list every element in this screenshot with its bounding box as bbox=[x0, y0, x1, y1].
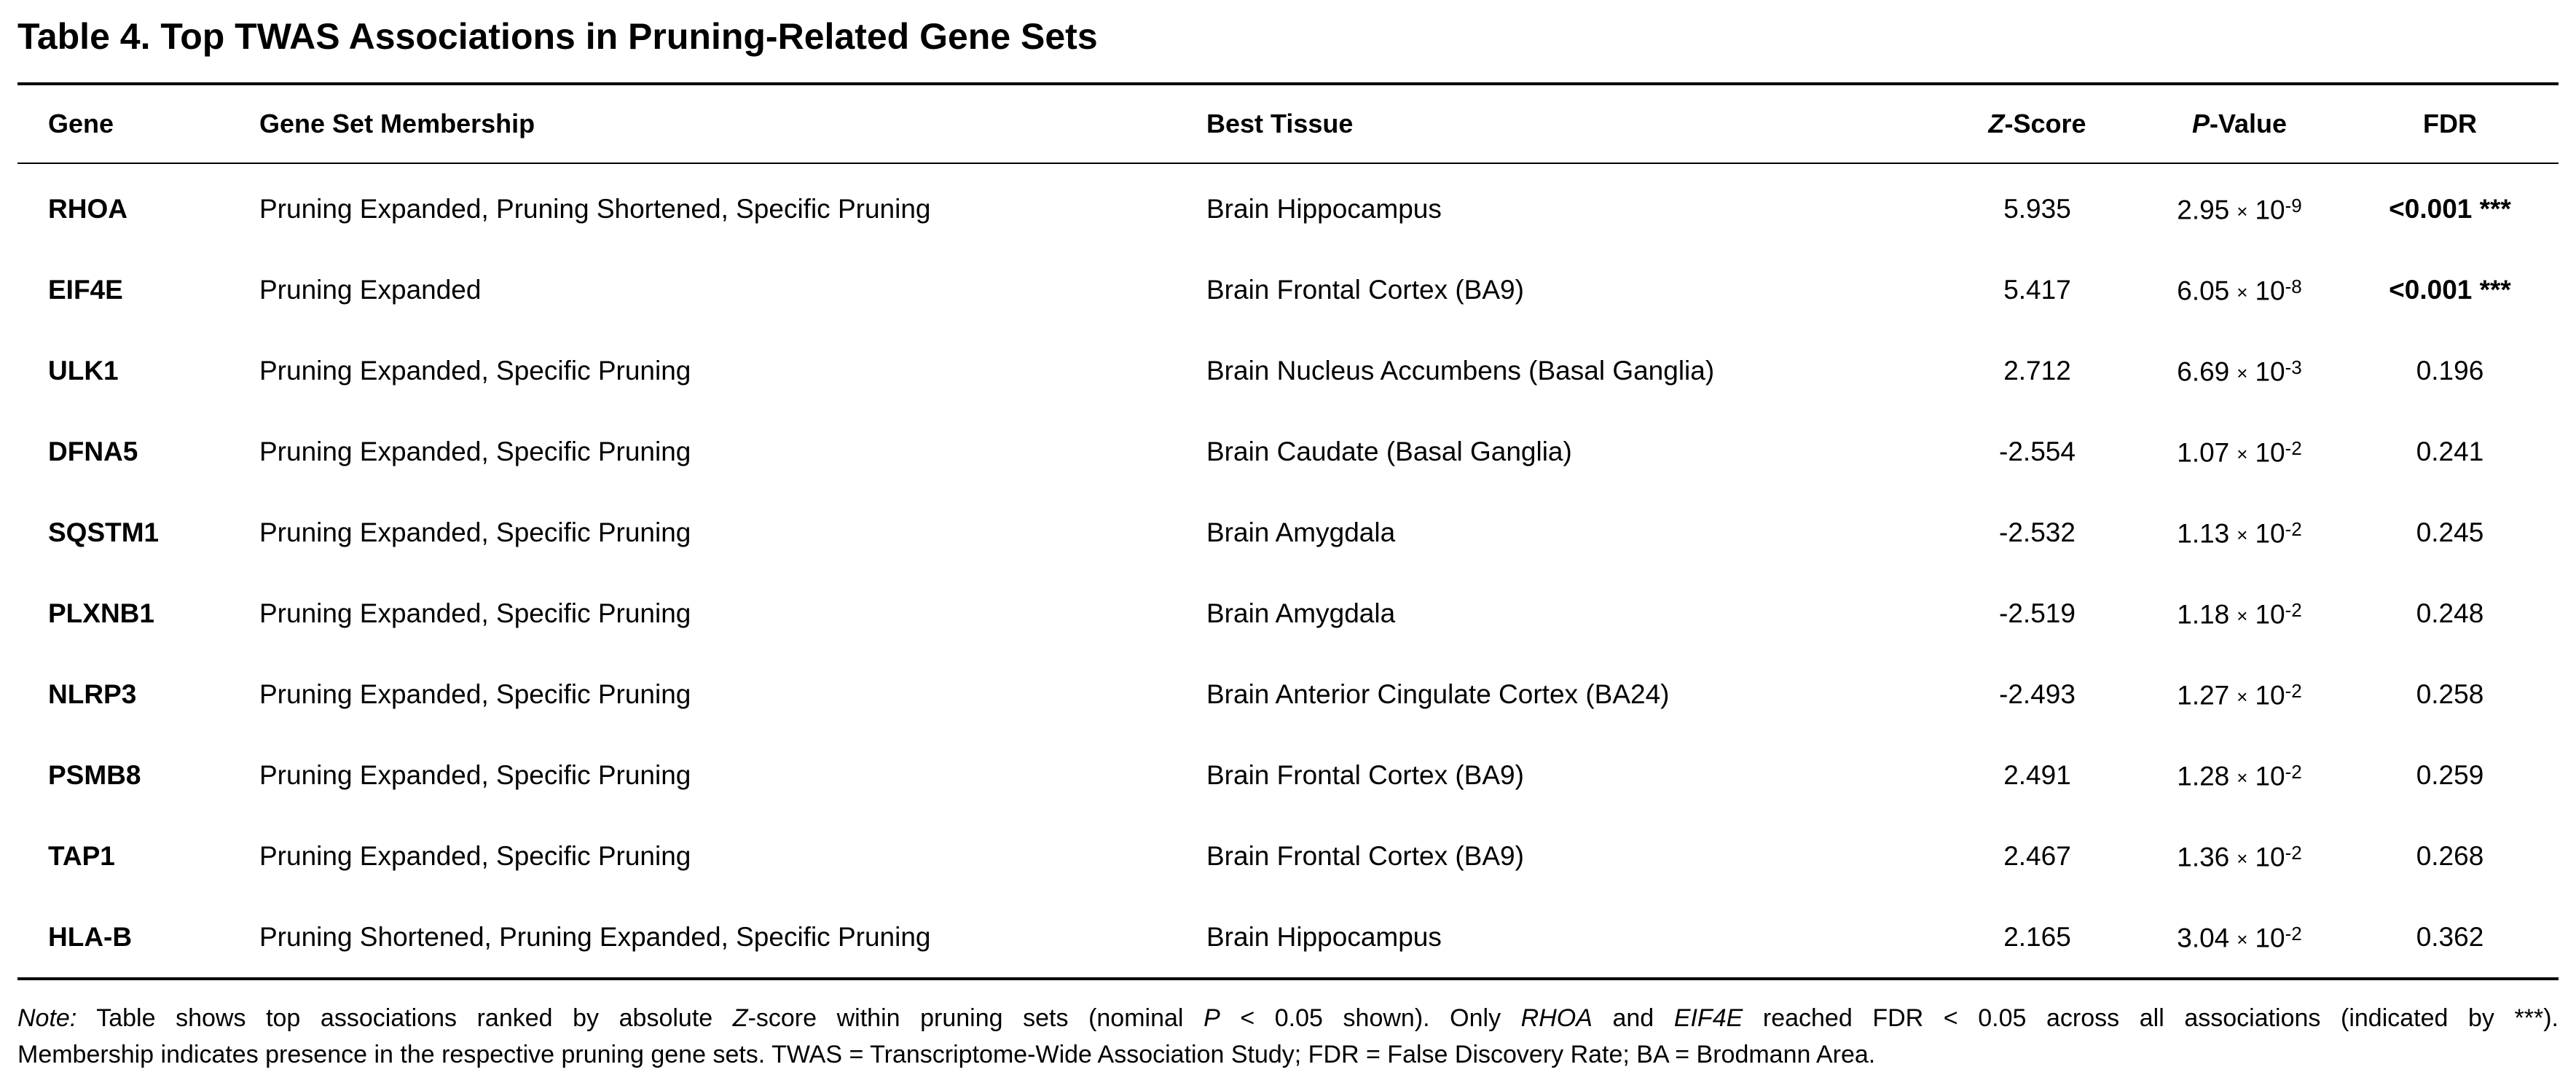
cell-tissue: Brain Hippocampus bbox=[1206, 921, 1442, 952]
p-base: 10 bbox=[2255, 599, 2285, 630]
header-z-italic: Z bbox=[1988, 109, 2005, 138]
note-part-1: Table shows top associations ranked by absolute bbox=[76, 1004, 733, 1032]
cell-gene-set: Pruning Expanded, Specific Pruning bbox=[259, 436, 691, 466]
p-base: 10 bbox=[2255, 923, 2285, 953]
p-exponent: -3 bbox=[2285, 356, 2302, 379]
p-exponent: -2 bbox=[2285, 761, 2302, 783]
cell-fdr: <0.001 *** bbox=[2389, 274, 2511, 305]
cell-p-value bbox=[2137, 896, 2341, 979]
cell-tissue: Brain Hippocampus bbox=[1206, 193, 1442, 224]
cell-fdr: 0.258 bbox=[2416, 679, 2484, 709]
table-note bbox=[17, 1000, 2559, 1073]
p-exponent: -8 bbox=[2285, 275, 2302, 298]
times-symbol: × bbox=[2237, 281, 2248, 303]
header-fdr: FDR bbox=[2423, 109, 2477, 138]
p-mantissa: 6.69 bbox=[2177, 356, 2230, 387]
note-part-2: -score within pruning sets (nominal bbox=[747, 1004, 1204, 1032]
note-p-italic: P bbox=[1203, 1004, 1220, 1032]
cell-z-score: 5.935 bbox=[2003, 193, 2071, 224]
p-exponent: -2 bbox=[2285, 680, 2302, 703]
twas-table bbox=[17, 82, 2559, 980]
cell-tissue: Brain Amygdala bbox=[1206, 598, 1396, 628]
cell-tissue: Brain Nucleus Accumbens (Basal Ganglia) bbox=[1206, 355, 1715, 386]
times-symbol: × bbox=[2237, 928, 2248, 950]
cell-z-score: 2.165 bbox=[2003, 921, 2071, 952]
cell-tissue: Brain Amygdala bbox=[1206, 517, 1396, 547]
cell-tissue: Brain Frontal Cortex (BA9) bbox=[1206, 274, 1524, 305]
cell-gene: SQSTM1 bbox=[48, 517, 160, 547]
p-exponent: -2 bbox=[2285, 437, 2302, 460]
p-base: 10 bbox=[2255, 437, 2285, 468]
p-exponent: -2 bbox=[2285, 923, 2302, 945]
table-row bbox=[17, 816, 2559, 896]
cell-gene: ULK1 bbox=[48, 355, 119, 386]
cell-fdr: 0.248 bbox=[2416, 598, 2484, 628]
cell-gene-set: Pruning Expanded, Specific Pruning bbox=[259, 517, 691, 547]
note-part-3: < 0.05 shown). Only bbox=[1220, 1004, 1521, 1032]
cell-p-value bbox=[2137, 492, 2341, 573]
note-gene-rhoa: RHOA bbox=[1520, 1004, 1593, 1032]
table-row bbox=[17, 249, 2559, 330]
cell-fdr: 0.196 bbox=[2416, 355, 2484, 386]
table-body bbox=[17, 163, 2559, 979]
cell-gene-set: Pruning Expanded, Pruning Shortened, Specific Pruning bbox=[259, 193, 931, 224]
header-p-italic: P bbox=[2191, 109, 2210, 138]
cell-gene-set: Pruning Expanded, Specific Pruning bbox=[259, 598, 691, 628]
header-row bbox=[17, 84, 2559, 163]
header-z-rest: -Score bbox=[2004, 109, 2086, 138]
cell-gene-set: Pruning Expanded bbox=[259, 274, 482, 305]
cell-p-value bbox=[2137, 816, 2341, 896]
p-mantissa: 1.27 bbox=[2177, 680, 2230, 711]
cell-p-value bbox=[2137, 654, 2341, 735]
table-row bbox=[17, 492, 2559, 573]
cell-tissue: Brain Anterior Cingulate Cortex (BA24) bbox=[1206, 679, 1670, 709]
cell-gene-set: Pruning Shortened, Pruning Expanded, Specific Pruning bbox=[259, 921, 931, 952]
cell-tissue: Brain Frontal Cortex (BA9) bbox=[1206, 759, 1524, 790]
note-line-2: Membership indicates presence in the respective pruning gene sets. TWAS = Transcriptome-Wide Association Study; FDR = False Discovery Rate; BA = Brodmann Area. bbox=[17, 1041, 1876, 1068]
note-part-4: and bbox=[1592, 1004, 1674, 1032]
cell-z-score: 2.491 bbox=[2003, 759, 2071, 790]
p-mantissa: 1.36 bbox=[2177, 842, 2230, 872]
header-gene: Gene bbox=[48, 109, 114, 138]
times-symbol: × bbox=[2237, 604, 2248, 627]
note-gene-eif4e: EIF4E bbox=[1673, 1004, 1743, 1032]
cell-fdr: 0.268 bbox=[2416, 840, 2484, 871]
cell-z-score: 2.712 bbox=[2003, 355, 2071, 386]
times-symbol: × bbox=[2237, 847, 2248, 869]
cell-gene-set: Pruning Expanded, Specific Pruning bbox=[259, 759, 691, 790]
p-mantissa: 3.04 bbox=[2177, 923, 2230, 953]
cell-z-score: 2.467 bbox=[2003, 840, 2071, 871]
header-p-rest: -Value bbox=[2209, 109, 2288, 138]
table-row bbox=[17, 735, 2559, 816]
times-symbol: × bbox=[2237, 766, 2248, 789]
cell-gene: TAP1 bbox=[48, 840, 115, 871]
table-row bbox=[17, 411, 2559, 492]
p-mantissa: 1.28 bbox=[2177, 761, 2230, 791]
header-p-value bbox=[2137, 84, 2341, 163]
cell-z-score: 5.417 bbox=[2003, 274, 2071, 305]
cell-p-value bbox=[2137, 411, 2341, 492]
table-row bbox=[17, 330, 2559, 411]
note-part-5: reached FDR < 0.05 across all associations (indicated by ***). bbox=[1743, 1004, 2559, 1032]
p-base: 10 bbox=[2255, 356, 2285, 387]
cell-fdr: 0.259 bbox=[2416, 759, 2484, 790]
table-row bbox=[17, 163, 2559, 249]
cell-fdr: 0.245 bbox=[2416, 517, 2484, 547]
cell-tissue: Brain Caudate (Basal Ganglia) bbox=[1206, 436, 1572, 466]
times-symbol: × bbox=[2237, 442, 2248, 465]
p-mantissa: 1.18 bbox=[2177, 599, 2230, 630]
cell-p-value bbox=[2137, 573, 2341, 654]
note-z-italic: Z bbox=[732, 1004, 748, 1032]
p-mantissa: 2.95 bbox=[2177, 195, 2230, 225]
cell-p-value bbox=[2137, 735, 2341, 816]
cell-gene: EIF4E bbox=[48, 274, 123, 305]
table-row bbox=[17, 573, 2559, 654]
p-base: 10 bbox=[2255, 761, 2285, 791]
cell-p-value bbox=[2137, 163, 2341, 249]
p-base: 10 bbox=[2255, 518, 2285, 549]
p-mantissa: 6.05 bbox=[2177, 275, 2230, 306]
cell-fdr: 0.362 bbox=[2416, 921, 2484, 952]
cell-p-value bbox=[2137, 249, 2341, 330]
cell-tissue: Brain Frontal Cortex (BA9) bbox=[1206, 840, 1524, 871]
times-symbol: × bbox=[2237, 523, 2248, 546]
cell-gene: NLRP3 bbox=[48, 679, 137, 709]
cell-fdr: <0.001 *** bbox=[2389, 193, 2511, 224]
header-gene-set: Gene Set Membership bbox=[259, 109, 535, 138]
cell-gene-set: Pruning Expanded, Specific Pruning bbox=[259, 840, 691, 871]
p-exponent: -2 bbox=[2285, 842, 2302, 864]
times-symbol: × bbox=[2237, 361, 2248, 384]
cell-z-score: -2.554 bbox=[1999, 436, 2076, 466]
cell-gene: PLXNB1 bbox=[48, 598, 154, 628]
cell-gene: DFNA5 bbox=[48, 436, 138, 466]
table-row bbox=[17, 654, 2559, 735]
cell-z-score: -2.532 bbox=[1999, 517, 2076, 547]
table-row bbox=[17, 896, 2559, 979]
p-exponent: -2 bbox=[2285, 599, 2302, 622]
cell-z-score: -2.519 bbox=[1999, 598, 2076, 628]
note-line-1 bbox=[17, 1000, 2559, 1036]
header-tissue: Best Tissue bbox=[1206, 109, 1354, 138]
header-z-score bbox=[1937, 84, 2137, 163]
table-title: Table 4. Top TWAS Associations in Pruning-Related Gene Sets bbox=[17, 16, 1098, 57]
p-exponent: -2 bbox=[2285, 518, 2302, 541]
p-base: 10 bbox=[2255, 680, 2285, 711]
p-mantissa: 1.07 bbox=[2177, 437, 2230, 468]
cell-p-value bbox=[2137, 330, 2341, 411]
cell-gene-set: Pruning Expanded, Specific Pruning bbox=[259, 679, 691, 709]
note-label: Note: bbox=[17, 1004, 77, 1032]
cell-gene-set: Pruning Expanded, Specific Pruning bbox=[259, 355, 691, 386]
p-exponent: -9 bbox=[2285, 195, 2302, 217]
times-symbol: × bbox=[2237, 200, 2248, 222]
cell-gene: PSMB8 bbox=[48, 759, 141, 790]
p-base: 10 bbox=[2255, 842, 2285, 872]
p-base: 10 bbox=[2255, 275, 2285, 306]
p-mantissa: 1.13 bbox=[2177, 518, 2230, 549]
cell-gene: RHOA bbox=[48, 193, 127, 224]
table-container bbox=[17, 82, 2559, 980]
p-base: 10 bbox=[2255, 195, 2285, 225]
cell-fdr: 0.241 bbox=[2416, 436, 2484, 466]
times-symbol: × bbox=[2237, 685, 2248, 708]
cell-gene: HLA-B bbox=[48, 921, 133, 952]
cell-z-score: -2.493 bbox=[1999, 679, 2076, 709]
